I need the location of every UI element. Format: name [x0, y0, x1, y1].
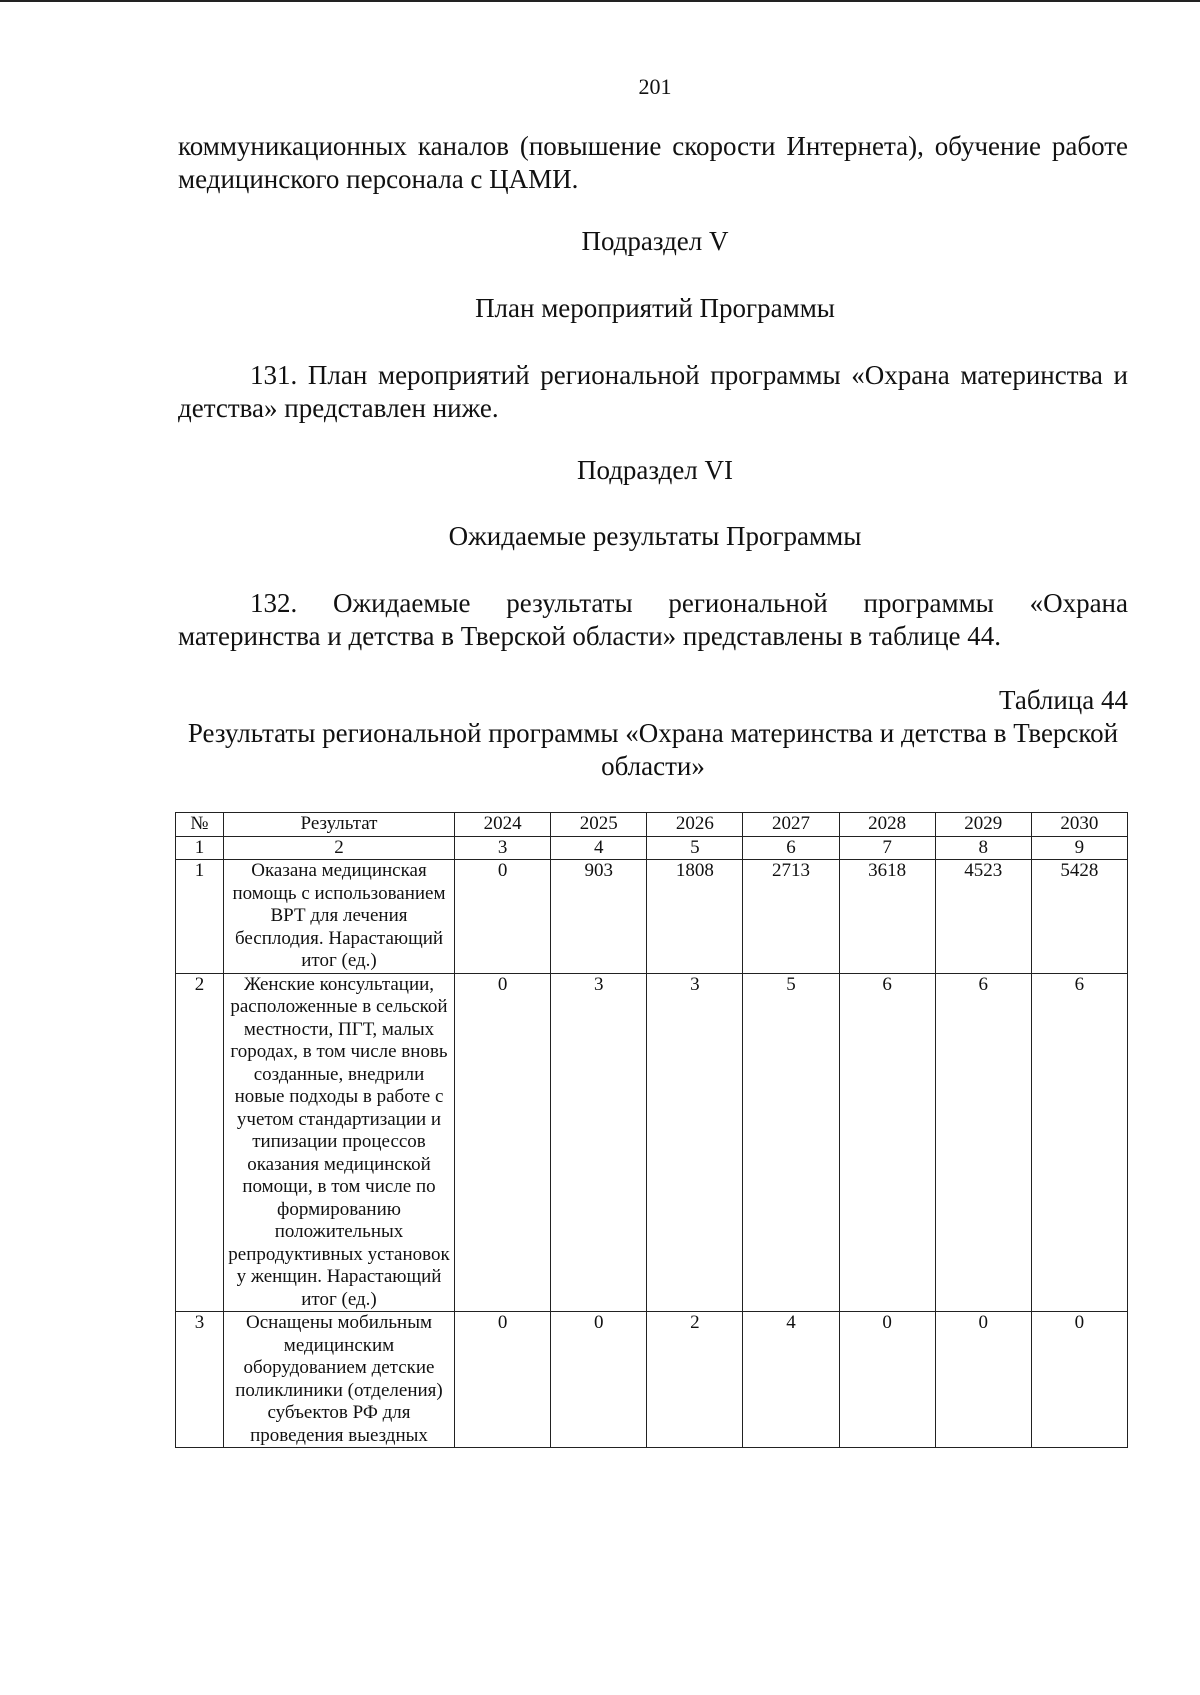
value-cell: 0 [935, 1312, 1031, 1448]
value-cell: 0 [455, 860, 551, 974]
value-cell: 3 [647, 973, 743, 1312]
column-number-cell: 4 [551, 836, 647, 860]
value-cell: 5428 [1031, 860, 1127, 974]
row-number-cell: 2 [176, 973, 224, 1312]
column-number-cell: 7 [839, 836, 935, 860]
subsection-vi-heading: Подраздел VI [576, 455, 734, 485]
value-cell: 2 [647, 1312, 743, 1448]
subsection-vi-title: Ожидаемые результаты Программы [448, 521, 862, 551]
value-cell: 0 [455, 1312, 551, 1448]
table-row [176, 860, 1128, 974]
table-row [176, 1312, 1128, 1448]
value-cell: 4523 [935, 860, 1031, 974]
header-cell: 2027 [743, 813, 839, 837]
result-cell: Оснащены мобильным медицинским оборудованием детские поликлиники (отделения) субъектов РФ для проведения выездных [224, 1312, 455, 1448]
value-cell: 1808 [647, 860, 743, 974]
header-cell: № [176, 813, 224, 837]
table-header-row [176, 813, 1128, 837]
page-top-border [0, 0, 1200, 2]
column-number-row [176, 836, 1128, 860]
column-number-cell: 6 [743, 836, 839, 860]
value-cell: 0 [551, 1312, 647, 1448]
header-cell: 2028 [839, 813, 935, 837]
column-number-cell: 5 [647, 836, 743, 860]
table-row [176, 973, 1128, 1312]
value-cell: 903 [551, 860, 647, 974]
value-cell: 2713 [743, 860, 839, 974]
page-number: 201 [638, 74, 672, 99]
value-cell: 5 [743, 973, 839, 1312]
header-cell: 2024 [455, 813, 551, 837]
column-number-cell: 8 [935, 836, 1031, 860]
subsection-v-title: План мероприятий Программы [475, 293, 835, 323]
header-cell: 2026 [647, 813, 743, 837]
value-cell: 6 [839, 973, 935, 1312]
table-label: Таблица 44 [999, 685, 1128, 715]
row-number-cell: 3 [176, 1312, 224, 1448]
value-cell: 0 [1031, 1312, 1127, 1448]
value-cell: 0 [455, 973, 551, 1312]
value-cell: 0 [839, 1312, 935, 1448]
column-number-cell: 9 [1031, 836, 1127, 860]
results-table [175, 812, 1128, 1448]
header-cell: 2029 [935, 813, 1031, 837]
value-cell: 3 [551, 973, 647, 1312]
value-cell: 4 [743, 1312, 839, 1448]
row-number-cell: 1 [176, 860, 224, 974]
subsection-v-heading: Подраздел V [581, 226, 729, 256]
subsection-v-paragraph: 131. План мероприятий региональной программы «Охрана материнства и детства» представлен ниже. [178, 360, 1128, 423]
column-number-cell: 1 [176, 836, 224, 860]
header-cell: Результат [224, 813, 455, 837]
table-title: Результаты региональной программы «Охрана материнства и детства в Тверской области» [187, 718, 1119, 781]
header-cell: 2030 [1031, 813, 1127, 837]
value-cell: 6 [935, 973, 1031, 1312]
value-cell: 6 [1031, 973, 1127, 1312]
subsection-vi-paragraph: 132. Ожидаемые результаты региональной программы «Охрана материнства и детства в Тверской области» представлены в таблице 44. [178, 588, 1128, 651]
result-cell: Женские консультации, расположенные в сельской местности, ПГТ, малых городах, в том числе вновь созданные, внедрили новые подходы в работе с учетом стандартизации и типизации процессов оказания медицинской помощи, в том числе по формированию положительных репродуктивных установок у женщин. Нарастающий итог (ед.) [224, 973, 455, 1312]
column-number-cell: 2 [224, 836, 455, 860]
header-cell: 2025 [551, 813, 647, 837]
intro-paragraph: коммуникационных каналов (повышение скорости Интернета), обучение работе медицинского персонала с ЦАМИ. [178, 131, 1128, 194]
value-cell: 3618 [839, 860, 935, 974]
result-cell: Оказана медицинская помощь с использованием ВРТ для лечения бесплодия. Нарастающий итог (ед.) [224, 860, 455, 974]
column-number-cell: 3 [455, 836, 551, 860]
